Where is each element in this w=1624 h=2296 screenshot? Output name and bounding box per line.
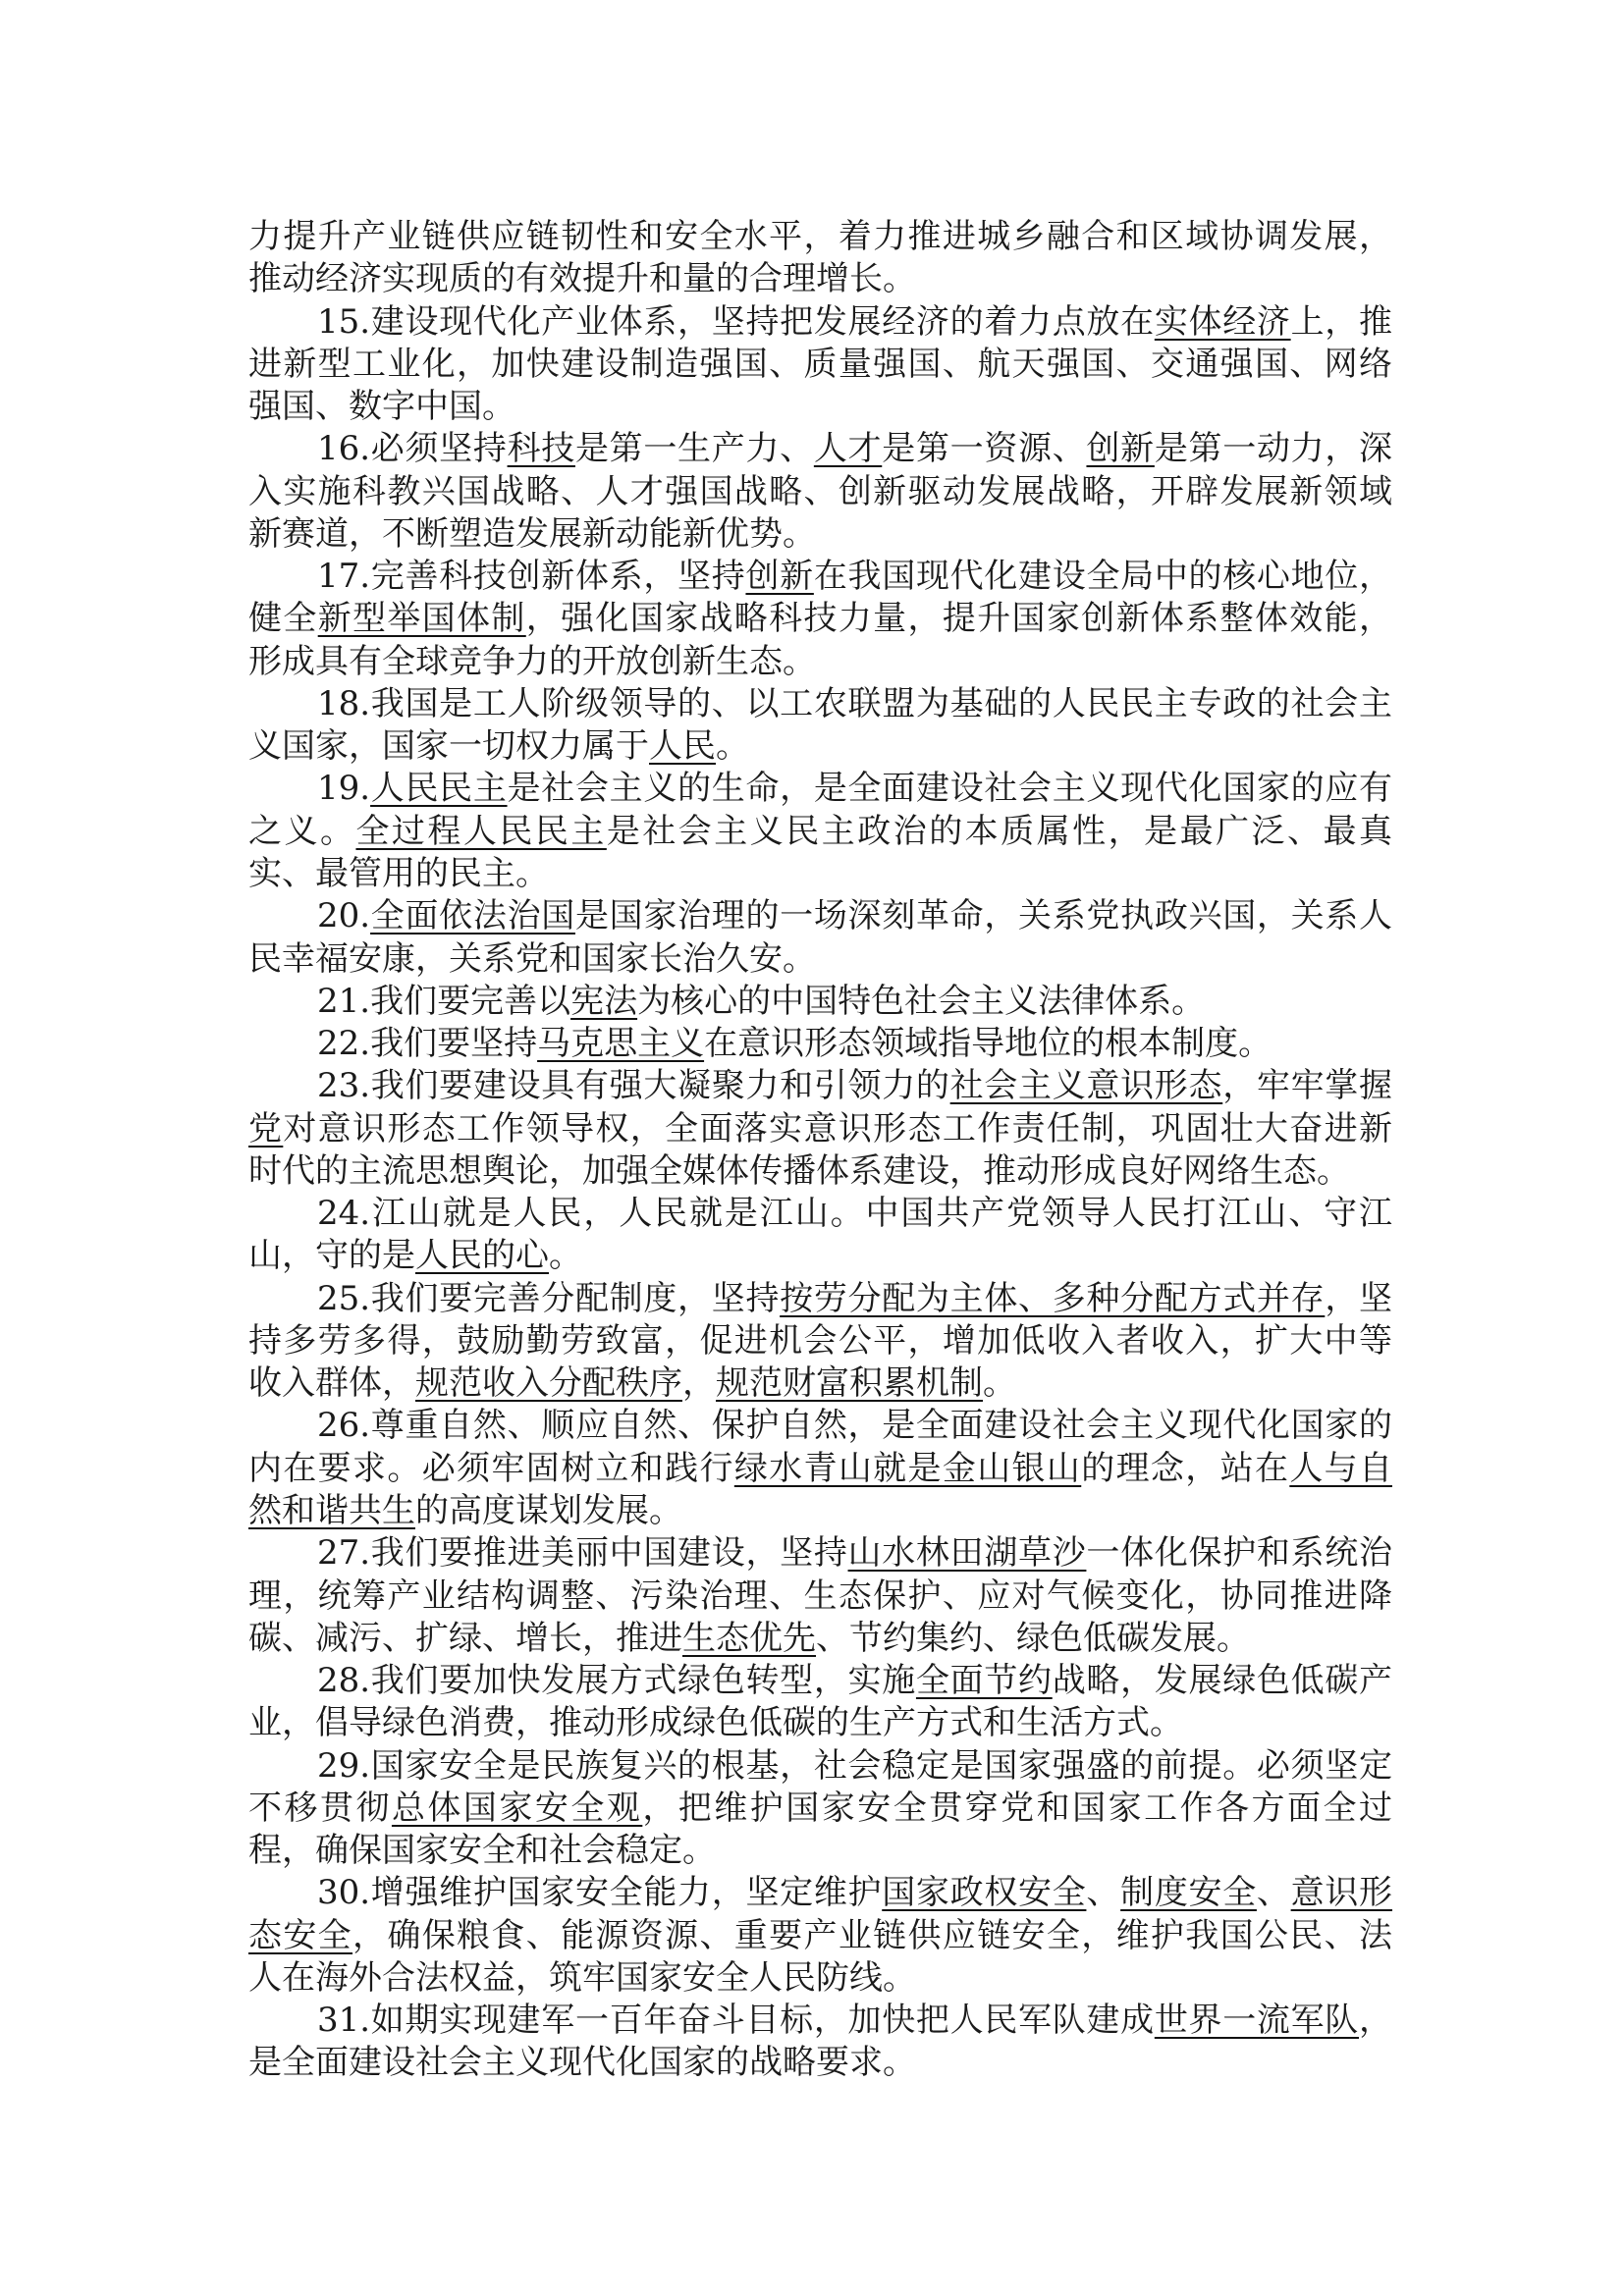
text-run: 民幸福安康，关系党和国家长治久安。 (248, 938, 816, 979)
text-run: 时代的主流思想舆论，加强全媒体传播体系建设，推动形成良好网络生态。 (248, 1150, 1350, 1191)
text-run: 、 (1086, 1873, 1121, 1913)
text-run: 碳、减污、扩绿、增长，推进 (248, 1618, 682, 1658)
text-line (248, 1745, 1392, 1788)
text-line (248, 938, 1392, 981)
text-line (248, 1788, 1392, 1830)
text-run: 不移贯彻 (248, 1788, 392, 1828)
text-run: 。 (716, 726, 749, 767)
underlined-key-term: 人民 (649, 726, 716, 767)
underlined-key-term: 人与自 (1289, 1448, 1392, 1488)
text-run: 29.国家安全是民族复兴的根基，社会稳定是国家强盛的前提。必须坚定 (317, 1745, 1392, 1786)
underlined-key-term: 世界一流军队 (1154, 2001, 1359, 2041)
text-run: 、节约集约、绿色低碳发展。 (816, 1618, 1250, 1658)
text-run: 强国、数字中国。 (248, 387, 515, 427)
text-run: 30.增强维护国家安全能力，坚定维护 (317, 1873, 883, 1913)
text-run: ， (1359, 2001, 1392, 2041)
text-run: 收入群体， (248, 1363, 415, 1404)
underlined-key-term: 人才 (813, 429, 883, 469)
text-run: 。 (983, 1363, 1016, 1404)
text-run: 的高度谋划发展。 (415, 1490, 682, 1530)
text-run: ，把维护国家安全贯穿党和国家工作各方面全过 (642, 1788, 1393, 1828)
text-run: 入实施科教兴国战略、人才强国战略、创新驱动发展战略，开辟发展新领域 (248, 471, 1392, 511)
text-line (248, 981, 1392, 1023)
underlined-key-term: 马克思主义 (537, 1024, 705, 1064)
underlined-key-term: 规范财富积累机制 (716, 1363, 983, 1404)
text-run: 19. (317, 769, 371, 809)
text-run: 为核心的中国特色社会主义法律体系。 (637, 981, 1206, 1021)
text-run: ，坚 (1325, 1278, 1393, 1318)
text-line (248, 1660, 1392, 1702)
paragraph (248, 301, 1392, 429)
text-line (248, 1575, 1392, 1618)
document-page (248, 216, 1392, 2085)
underlined-key-term: 全面依法治国 (370, 896, 575, 936)
paragraph (248, 1405, 1392, 1532)
text-run: 是全面建设社会主义现代化国家的战略要求。 (248, 2043, 916, 2083)
text-run: 是第一资源、 (882, 429, 1087, 469)
text-line (248, 1490, 1392, 1532)
text-run: 31.如期实现建军一百年奋斗目标，加快把人民军队建成 (317, 2001, 1155, 2041)
text-line (248, 556, 1392, 598)
text-line (248, 1405, 1392, 1447)
text-line (248, 895, 1392, 937)
text-line (248, 1532, 1392, 1575)
text-line (248, 1872, 1392, 1914)
text-run: 健全 (248, 599, 318, 639)
text-run: 山，守的是 (248, 1236, 415, 1276)
paragraph (248, 1193, 1392, 1278)
underlined-key-term: 科技 (507, 429, 575, 469)
text-run: 、 (1256, 1873, 1291, 1913)
text-line (248, 811, 1392, 853)
text-run: 上，推 (1290, 301, 1393, 342)
underlined-key-term: 绿水青山就是金山银山 (733, 1448, 1082, 1488)
text-run: 21.我们要完善以 (317, 981, 571, 1021)
text-line (248, 1915, 1392, 1957)
text-line (248, 768, 1392, 810)
text-line (248, 1235, 1392, 1277)
text-run: 是社会主义民主政治的本质属性，是最广泛、最真 (606, 811, 1393, 851)
text-run: 力提升产业链供应链韧性和安全水平，着力推进城乡融合和区域协调发展， (248, 217, 1392, 256)
text-run: 17.完善科技创新体系，坚持 (317, 557, 746, 597)
text-run: 的理念，站在 (1081, 1448, 1290, 1488)
underlined-key-term: 创新 (745, 557, 814, 597)
text-line (248, 683, 1392, 725)
text-line (248, 1830, 1392, 1872)
text-run: 实、最管用的民主。 (248, 853, 549, 893)
paragraph (248, 981, 1392, 1023)
text-line (248, 1108, 1392, 1150)
paragraph (248, 1023, 1392, 1065)
text-run: 对意识形态工作领导权，全面落实意识形态工作责任制，巩固壮大奋进新 (283, 1108, 1392, 1148)
underlined-key-term: 按劳分配为主体、多种分配方式并存 (780, 1278, 1326, 1318)
text-run: 推动经济实现质的有效提升和量的合理增长。 (248, 259, 916, 299)
text-run: 。 (549, 1236, 582, 1276)
text-run: ， (682, 1363, 716, 1404)
paragraph (248, 216, 1392, 301)
underlined-key-term: 然和谐共生 (248, 1490, 415, 1530)
paragraph (248, 428, 1392, 556)
underlined-key-term: 国家政权安全 (882, 1873, 1087, 1913)
text-run: 16.必须坚持 (317, 429, 508, 469)
text-line (248, 1278, 1392, 1320)
text-line (248, 641, 1392, 683)
text-line (248, 471, 1392, 513)
paragraph (248, 768, 1392, 895)
underlined-key-term: 全过程人民民主 (355, 811, 607, 851)
underlined-key-term: 人民民主 (370, 769, 508, 809)
underlined-key-term: 生态优先 (682, 1618, 816, 1658)
text-line (248, 428, 1392, 470)
paragraph (248, 2000, 1392, 2085)
underlined-key-term: 规范收入分配秩序 (415, 1363, 682, 1404)
paragraph (248, 1872, 1392, 2000)
underlined-key-term: 总体国家安全观 (391, 1788, 643, 1828)
underlined-key-term: 意识形 (1290, 1873, 1393, 1913)
text-line (248, 1150, 1392, 1193)
text-line (248, 1362, 1392, 1405)
text-run: 26.尊重自然、顺应自然、保护自然，是全面建设社会主义现代化国家的 (317, 1406, 1392, 1446)
text-line (248, 344, 1392, 386)
paragraph (248, 1660, 1392, 1745)
text-line (248, 598, 1392, 640)
paragraph (248, 895, 1392, 981)
underlined-key-term: 社会主义意识形态 (949, 1066, 1223, 1106)
text-run: 23.我们要建设具有强大凝聚力和引领力的 (317, 1066, 950, 1106)
text-run: 新赛道，不断塑造发展新动能新优势。 (248, 513, 816, 554)
paragraph (248, 1065, 1392, 1193)
text-line (248, 1065, 1392, 1107)
text-run: 在我国现代化建设全局中的核心地位， (813, 557, 1393, 597)
text-run: 内在要求。必须牢固树立和践行 (248, 1448, 734, 1488)
text-run: 一体化保护和系统治 (1086, 1533, 1393, 1574)
underlined-key-term: 山水林田湖草沙 (847, 1533, 1087, 1574)
text-run: 在意识形态领域指导地位的根本制度。 (704, 1024, 1272, 1064)
text-run: 业，倡导绿色消费，推动形成绿色低碳的生产方式和生活方式。 (248, 1703, 1183, 1743)
underlined-key-term: 态安全 (248, 1915, 353, 1955)
paragraph (248, 1745, 1392, 1873)
paragraph (248, 683, 1392, 769)
text-line (248, 301, 1392, 344)
text-run: 人在海外合法权益，筑牢国家安全人民防线。 (248, 1957, 916, 1998)
text-run: 是第一生产力、 (574, 429, 814, 469)
text-line (248, 1618, 1392, 1660)
text-run: 18.我国是工人阶级领导的、以工农联盟为基础的人民民主专政的社会主 (317, 683, 1392, 723)
text-line (248, 1193, 1392, 1235)
text-run: 28.我们要加快发展方式绿色转型，实施 (317, 1661, 916, 1701)
underlined-key-term: 宪法 (570, 981, 638, 1021)
text-run: 之义。 (248, 811, 356, 851)
text-line (248, 258, 1392, 300)
text-run: 22.我们要坚持 (317, 1024, 538, 1064)
underlined-key-term: 新型举国体制 (317, 599, 526, 639)
text-run: 理，统筹产业结构调整、污染治理、生态保护、应对气候变化，协同推进降 (248, 1575, 1392, 1616)
text-line (248, 2000, 1392, 2042)
text-run: 是社会主义的生命，是全面建设社会主义现代化国家的应有 (507, 769, 1393, 809)
text-line (248, 386, 1392, 428)
text-run: 程，确保国家安全和社会稳定。 (248, 1831, 716, 1871)
text-run: 是第一动力，深 (1154, 429, 1393, 469)
underlined-key-term: 党 (248, 1108, 284, 1148)
text-run: 持多劳多得，鼓励勤劳致富，促进机会公平，增加低收入者收入，扩大中等 (248, 1320, 1392, 1361)
underlined-key-term: 实体经济 (1154, 301, 1291, 342)
text-line (248, 1320, 1392, 1362)
text-run: ，牢牢掌握 (1222, 1066, 1393, 1106)
paragraph (248, 556, 1392, 683)
text-line (248, 1448, 1392, 1490)
text-run: 是国家治理的一场深刻革命，关系党执政兴国，关系人 (574, 896, 1393, 936)
text-run: 进新型工业化，加快建设制造强国、质量强国、航天强国、交通强国、网络 (248, 344, 1392, 384)
text-run: 20. (317, 896, 371, 936)
text-line (248, 2042, 1392, 2084)
underlined-key-term: 全面节约 (915, 1661, 1053, 1701)
text-line (248, 216, 1392, 258)
underlined-key-term: 人民的心 (415, 1236, 549, 1276)
paragraph (248, 1278, 1392, 1406)
text-line (248, 1023, 1392, 1065)
text-line (248, 1957, 1392, 2000)
text-line (248, 725, 1392, 768)
text-run: ，强化国家战略科技力量，提升国家创新体系整体效能， (525, 599, 1392, 639)
text-run: 27.我们要推进美丽中国建设，坚持 (317, 1533, 848, 1574)
text-run: 战略，发展绿色低碳产 (1052, 1661, 1393, 1701)
text-line (248, 1702, 1392, 1744)
text-run: 15.建设现代化产业体系，坚持把发展经济的着力点放在 (317, 301, 1155, 342)
underlined-key-term: 创新 (1086, 429, 1155, 469)
text-run: 形成具有全球竞争力的开放创新生态。 (248, 641, 816, 681)
paragraph (248, 1532, 1392, 1660)
text-line (248, 853, 1392, 895)
text-run: 25.我们要完善分配制度，坚持 (317, 1278, 781, 1318)
text-run: ，确保粮食、能源资源、重要产业链供应链安全，维护我国公民、法 (352, 1915, 1392, 1955)
text-line (248, 513, 1392, 556)
text-run: 义国家，国家一切权力属于 (248, 726, 649, 767)
underlined-key-term: 制度安全 (1120, 1873, 1257, 1913)
text-run: 24.江山就是人民，人民就是江山。中国共产党领导人民打江山、守江 (317, 1194, 1392, 1234)
